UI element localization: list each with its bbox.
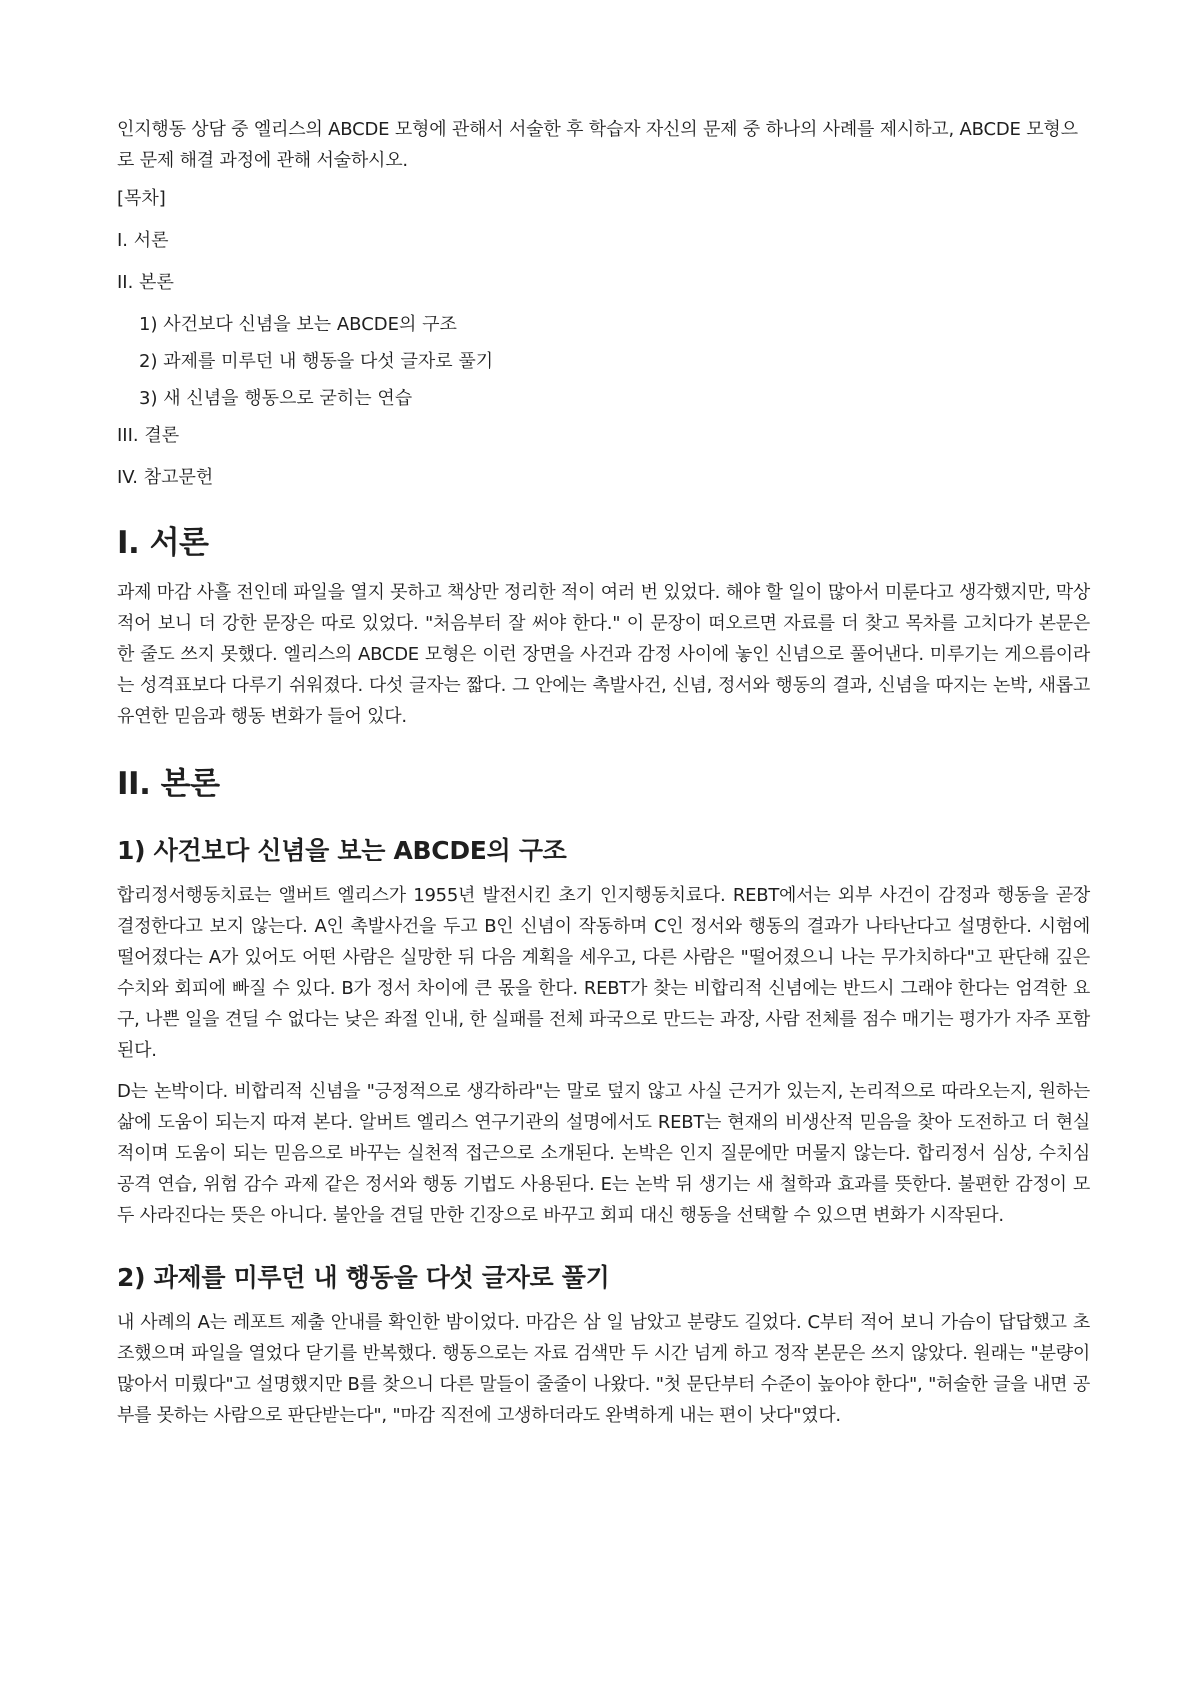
- subsection-1-paragraph-1: 합리정서행동치료는 앨버트 엘리스가 1955년 발전시킨 초기 인지행동치료다. REBT에서는 외부 사건이 감정과 행동을 곧장 결정한다고 보지 않는다. A인 촉발사건을 두고 B인 신념이 작동하며 C인 정서와 행동의 결과가 나타난다고 설명한다. 시험에 떨어졌다는 A가 있어도 어떤 사람은 실망한 뒤 다음 계획을 세우고, 다른 사람은 "떨어졌으니 나는 무가치하다"고 판단해 깊은 수치와 회피에 빠질 수 있다. B가 정서 차이에 큰 몫을 한다. REBT가 찾는 비합리적 신념에는 반드시 그래야 한다는 엄격한 요구, 나쁜 일을 견딜 수 없다는 낮은 좌절 인내, 한 실패를 전체 파국으로 만드는 과장, 사람 전체를 점수 매기는 평가가 자주 포함된다.: [117, 885, 1090, 1061]
- assignment-prompt: 인지행동 상담 중 엘리스의 ABCDE 모형에 관해서 서술한 후 학습자 자신의 문제 중 하나의 사례를 제시하고, ABCDE 모형으로 문제 해결 과정에 관해 서술하시오.: [117, 119, 1078, 171]
- subsection-2-paragraph: 내 사례의 A는 레포트 제출 안내를 확인한 밤이었다. 마감은 삼 일 남았고 분량도 길었다. C부터 적어 보니 가슴이 답답했고 초조했으며 파일을 열었다 닫기를 반복했다. 행동으로는 자료 검색만 두 시간 넘게 하고 정작 본문은 쓰지 않았다. 원래는 "분량이 많아서 미뤘다"고 설명했지만 B를 찾으니 다른 말들이 줄줄이 나왔다. "첫 문단부터 수준이 높아야 한다", "허술한 글을 내면 공부를 못하는 사람으로 판단받는다", "마감 직전에 고생하더라도 완벽하게 내는 편이 낫다"였다.: [117, 1312, 1090, 1426]
- toc-item-body: II. 본론: [117, 272, 174, 293]
- toc-item-intro: I. 서론: [117, 230, 169, 251]
- section-heading-body: II. 본론: [117, 766, 220, 802]
- table-of-contents: [117, 186, 1090, 491]
- subsection-heading-2: 2) 과제를 미루던 내 행동을 다섯 글자로 풀기: [117, 1263, 610, 1292]
- toc-item-references: IV. 참고문헌: [117, 467, 214, 488]
- subsection-heading-1: 1) 사건보다 신념을 보는 ABCDE의 구조: [117, 836, 567, 865]
- toc-label: [목차]: [117, 188, 166, 209]
- toc-item-body-2: 2) 과제를 미루던 내 행동을 다섯 글자로 풀기: [139, 351, 494, 372]
- section-heading-intro: I. 서론: [117, 525, 209, 561]
- toc-item-conclusion: III. 결론: [117, 425, 180, 446]
- subsection-1-paragraph-2: D는 논박이다. 비합리적 신념을 "긍정적으로 생각하라"는 말로 덮지 않고 사실 근거가 있는지, 논리적으로 따라오는지, 원하는 삶에 도움이 되는지 따져 본다. 알버트 엘리스 연구기관의 설명에서도 REBT는 현재의 비생산적 믿음을 찾아 도전하고 더 현실적이며 도움이 되는 믿음으로 바꾸는 실천적 접근으로 소개된다. 논박은 인지 질문에만 머물지 않는다. 합리정서 심상, 수치심 공격 연습, 위험 감수 과제 같은 정서와 행동 기법도 사용된다. E는 논박 뒤 생기는 새 철학과 효과를 뜻한다. 불편한 감정이 모두 사라진다는 뜻은 아니다. 불안을 견딜 만한 긴장으로 바꾸고 회피 대신 행동을 선택할 수 있으면 변화가 시작된다.: [117, 1081, 1090, 1226]
- intro-paragraph: 과제 마감 사흘 전인데 파일을 열지 못하고 책상만 정리한 적이 여러 번 있었다. 해야 할 일이 많아서 미룬다고 생각했지만, 막상 적어 보니 더 강한 문장은 따로 있었다. "처음부터 잘 써야 한다." 이 문장이 떠오르면 자료를 더 찾고 목차를 고치다가 본문은 한 줄도 쓰지 못했다. 엘리스의 ABCDE 모형은 이런 장면을 사건과 감정 사이에 놓인 신념으로 풀어낸다. 미루기는 게으름이라는 성격표보다 다루기 쉬워졌다. 다섯 글자는 짧다. 그 안에는 촉발사건, 신념, 정서와 행동의 결과, 신념을 따지는 논박, 새롭고 유연한 믿음과 행동 변화가 들어 있다.: [117, 582, 1090, 727]
- toc-item-body-1: 1) 사건보다 신념을 보는 ABCDE의 구조: [139, 314, 457, 335]
- toc-item-body-3: 3) 새 신념을 행동으로 굳히는 연습: [139, 388, 413, 409]
